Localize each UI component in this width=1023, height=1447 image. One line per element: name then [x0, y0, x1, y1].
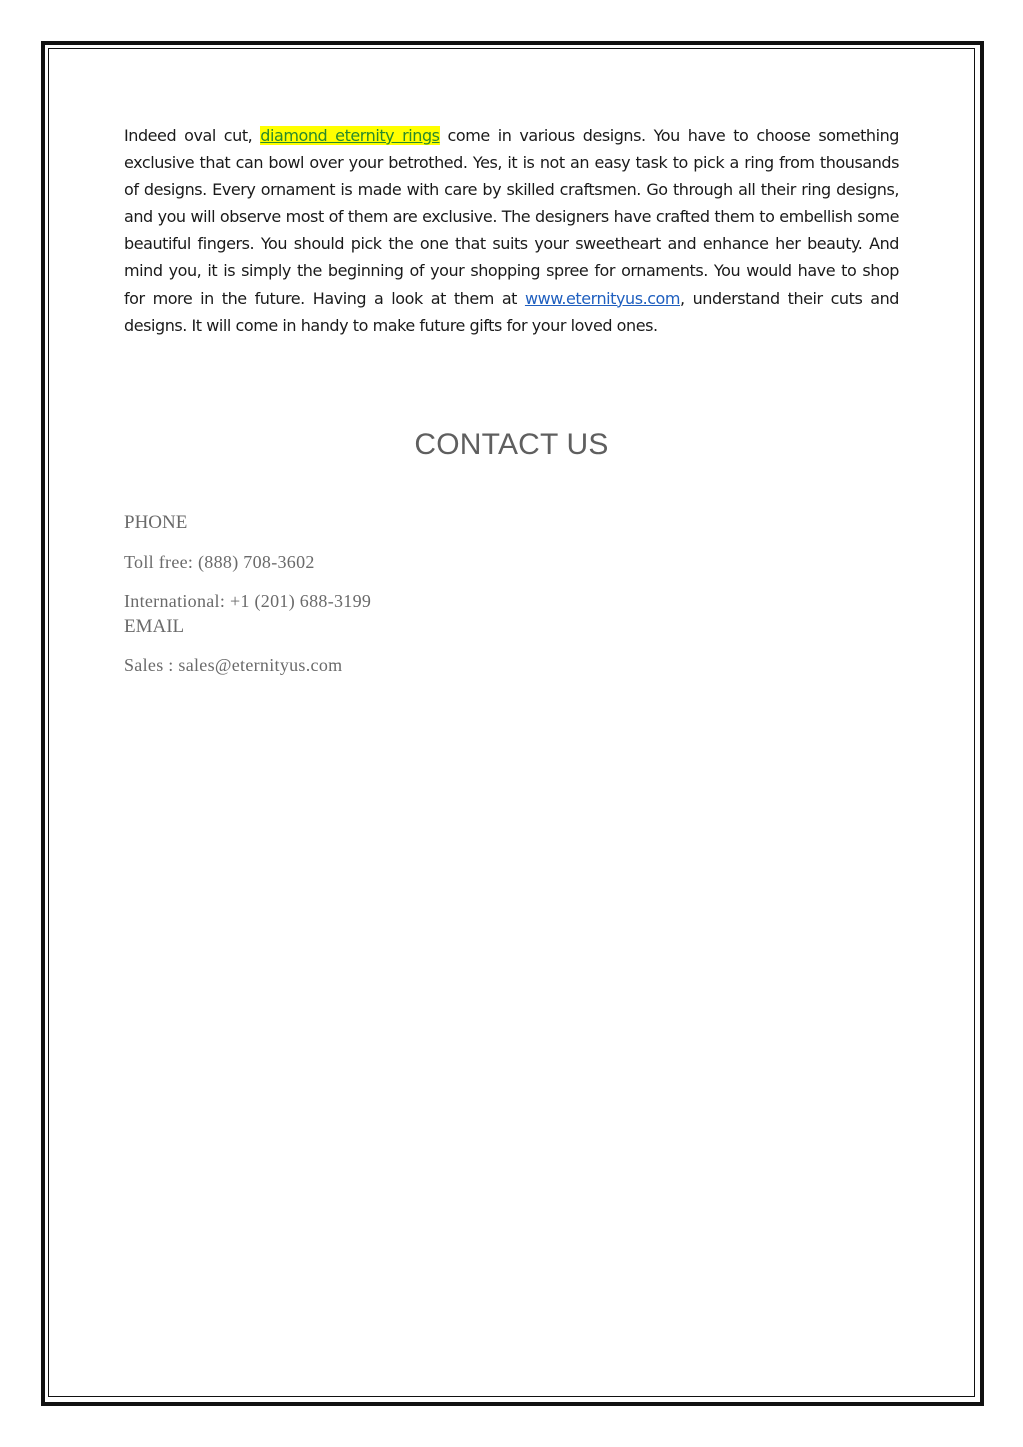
email-label: EMAIL: [124, 616, 185, 637]
toll-free-number: Toll free: (888) 708-3602: [124, 552, 315, 572]
international-number: International: +1 (201) 688-3199: [124, 591, 372, 611]
paragraph-text-start: Indeed oval cut,: [124, 126, 261, 145]
paragraph-text-end: , understand their cuts and designs. It will come in handy to make future gifts for your loved ones.: [124, 288, 900, 335]
body-paragraph: [124, 122, 899, 339]
sales-email: Sales : sales@eternityus.com: [124, 655, 343, 675]
paragraph-text-middle: come in various designs. You have to choose something exclusive that can bowl over your betrothed. Yes, it is not an easy task to pick a ring from thousands of designs. Every ornament is made with care by skilled craftsmen. Go through all their ring designs, and you will observe most of them are exclusive. The designers have crafted them to embellish some beautiful fingers. You should pick the one that suits your sweetheart and enhance her beauty. And mind you, it is simply the beginning of your shopping spree for ornaments. You would have to shop for more in the future. Having a look at them at: [124, 126, 899, 308]
page-content: [124, 122, 900, 675]
diamond-eternity-rings-link[interactable]: diamond eternity rings: [260, 126, 440, 145]
website-link[interactable]: www.eternityus.com: [524, 288, 681, 308]
phone-label: PHONE: [124, 512, 188, 533]
contact-us-heading: CONTACT US: [414, 428, 609, 461]
